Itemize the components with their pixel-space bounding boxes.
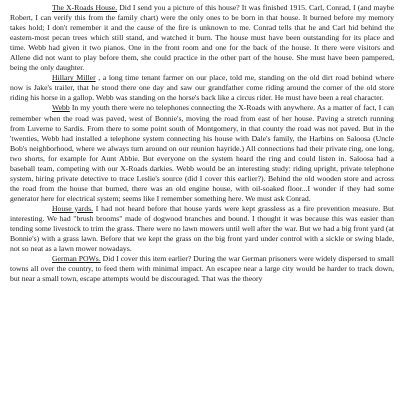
paragraph-text: Did I cover this item earlier? During the war German prisoners were widely dispersed to small towns all over the country, to feed them with minimal impact. An escapee near a large city would be harder to track down, but near a small town, escape attempts would be discouraged. That was the theory bbox=[10, 254, 394, 284]
paragraph-text: , a long time tenant farmer on our place, told me, standing on the old dirt road behind where now is Jake's trailer, that he stood there one day and saw our grandfather come riding around the corner of the old store riding his horse in a gallop. Webb was standing on the horse's back like a circus rider. He must have been a real character. bbox=[10, 73, 394, 103]
paragraph-xroads-house bbox=[10, 3, 394, 73]
heading-german-pows: German POWs. bbox=[52, 254, 101, 264]
paragraph-webb bbox=[10, 103, 394, 203]
heading-xroads-house: The X-Roads House. bbox=[52, 3, 118, 12]
paragraph-text: I had not heard before that house yards were kept grassless as a fire prevention measure. But interesting. We had "brush brooms" made of dogwood branches and bound. I thought it was because this was easier than tending some livestock to trim the grass. There were no lawn mowers until well after the war. But we had a big front yard (at Bonnie's) with a grass lawn. Before that we kept the grass on the big front yard under control with a sickle or swing blade, not so neat as a lawn mower nowadays. bbox=[10, 203, 394, 254]
heading-house-yards: House yards. bbox=[52, 203, 93, 213]
heading-webb: Webb bbox=[52, 103, 70, 113]
paragraph-text: Did I send you a picture of this house? It was finished 1915. Carl, Conrad, I (and maybe Robert, I can verify this from the family chart) were the only ones to be born in that house. It burned before my memory takes hold; I don't remember it and the cause of the fire is unknown to me. Conrad tells that he and Carl hid behind the eastern-most pecan trees which still stand, and watched it burn. The house must have been outstanding for its place and time. Webb had given it two pianos. One in the front room and one for the back of the house. It there were visitors and Allene did not want to play before them, she could practice in the other part of the house. She must have been pampered, being the only daughter. bbox=[10, 3, 394, 73]
paragraph-german-pows bbox=[10, 254, 394, 284]
document-page bbox=[10, 3, 394, 284]
paragraph-text: In my youth there were no telephones connecting the X-Roads with anywhere. As a matter of fact, I can remember when the road was paved, west of Bonnie's, moving the road from east of her house. Paving a stretch running from Luverne to Sardis. From there to some point south of Montgomery, in that county the road was not paved. But in the 'twenties, Webb had installed a telephone system connecting his house with Dale's family, the Harbins on Saloosa (Uncle Bob's neighborhood, where we always turn around on our reunion hayride.) All connections had their private ring, one long, two shorts, for example for Aunt Abbie. But everyone on the system heard the ring and could listen in. Saloosa had a baseball team, competing with our X-Roads darkies. Webb would be an interesting study: riding upright, private telephone system, hiring private detective to trace Leslie's source (did I cover this earlier?). Behind the old wooden store and across the road from the house that burned, there was an old engine house, with oil-soaked floor...I wonder if they had some generator here for electrical system; seems like I remember something here. We must ask Conrad. bbox=[10, 103, 394, 203]
paragraph-hillary-miller bbox=[10, 73, 394, 103]
heading-hillary-miller: Hillary Miller bbox=[52, 73, 96, 83]
paragraph-house-yards bbox=[10, 204, 394, 254]
